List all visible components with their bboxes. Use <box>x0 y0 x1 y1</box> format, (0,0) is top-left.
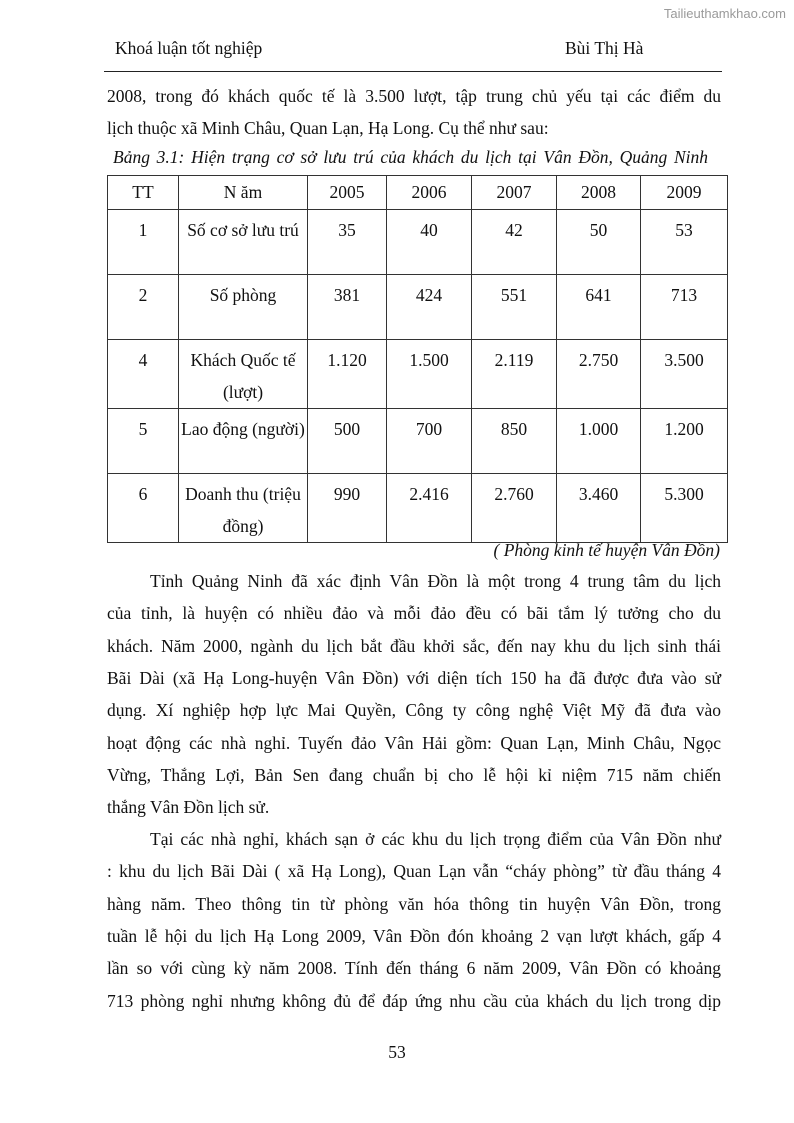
table-cell: 53 <box>641 210 728 275</box>
table-row <box>108 409 728 474</box>
table-source: ( Phòng kinh tế huyện Vân Đồn) <box>493 540 720 560</box>
table-cell: Khách Quốc tế (lượt) <box>179 340 308 409</box>
header-cell: 2008 <box>557 176 641 210</box>
table-cell: 1.500 <box>387 340 472 409</box>
paragraph-line: của tỉnh, là huyện có nhiều đảo và mỗi đảo đều có bãi tắm lý tưởng cho du <box>107 603 721 624</box>
table-caption: Bảng 3.1: Hiện trạng cơ sở lưu trú của khách du lịch tại Vân Đồn, Quảng Ninh <box>113 147 708 167</box>
paragraph-line: Tỉnh Quảng Ninh đã xác định Vân Đồn là một trong 4 trung tâm du lịch <box>150 571 721 591</box>
table-cell: Số phòng <box>179 275 308 340</box>
table-cell: 424 <box>387 275 472 340</box>
table-cell: 551 <box>472 275 557 340</box>
table-cell: 3.460 <box>557 474 641 543</box>
table-cell: 990 <box>308 474 387 543</box>
page-number: 53 <box>388 1042 406 1062</box>
paragraph-line: Bãi Dài (xã Hạ Long-huyện Vân Đồn) với diện tích 150 ha đã được đưa vào sử <box>107 667 721 688</box>
table-cell: 1 <box>108 210 179 275</box>
table-cell: 641 <box>557 275 641 340</box>
table-cell: Số cơ sở lưu trú <box>179 210 308 275</box>
table-cell: 1.000 <box>557 409 641 474</box>
table-header-row <box>108 176 728 210</box>
table-cell: 1.200 <box>641 409 728 474</box>
table-cell: 5.300 <box>641 474 728 543</box>
watermark: Tailieuthamkhao.com <box>663 6 786 21</box>
header-cell: TT <box>108 176 179 210</box>
table-cell: 850 <box>472 409 557 474</box>
paragraph-line: hoạt động các nhà nghỉ. Tuyến đảo Vân Hải gồm: Quan Lạn, Minh Châu, Ngọc <box>107 732 721 753</box>
header-author: Bùi Thị Hà <box>565 38 644 58</box>
table-cell: Lao động (người) <box>179 409 308 474</box>
table-cell: 700 <box>387 409 472 474</box>
table-cell: 2.416 <box>387 474 472 543</box>
paragraph-line: khách. Năm 2000, ngành du lịch bắt đầu khởi sắc, đến nay khu du lịch sinh thái <box>107 635 721 656</box>
table-row <box>108 340 728 409</box>
table-cell: 50 <box>557 210 641 275</box>
table-cell: 2 <box>108 275 179 340</box>
header-cell: N ăm <box>179 176 308 210</box>
table-cell: 2.119 <box>472 340 557 409</box>
table-cell: 40 <box>387 210 472 275</box>
table-cell: 3.500 <box>641 340 728 409</box>
table-row <box>108 210 728 275</box>
table-cell: 42 <box>472 210 557 275</box>
table-cell: 2.750 <box>557 340 641 409</box>
paragraph-line: Tại các nhà nghỉ, khách sạn ở các khu du lịch trọng điểm của Vân Đồn như <box>150 829 721 849</box>
header-title: Khoá luận tốt nghiệp <box>115 38 263 58</box>
paragraph-line: tuần lễ hội du lịch Hạ Long 2009, Vân Đồn đón khoảng 2 vạn lượt khách, gấp 4 <box>107 925 721 946</box>
table-cell: 1.120 <box>308 340 387 409</box>
table-row <box>108 474 728 543</box>
paragraph-line: 713 phòng nghỉ nhưng không đủ để đáp ứng nhu cầu của khách du lịch trong dịp <box>107 990 721 1011</box>
header-cell: 2006 <box>387 176 472 210</box>
table-cell: 6 <box>108 474 179 543</box>
header-rule <box>104 71 722 72</box>
paragraph-line: lần so với cùng kỳ năm 2008. Tính đến tháng 6 năm 2009, Vân Đồn có khoảng <box>107 958 721 979</box>
table-cell: 35 <box>308 210 387 275</box>
table-cell: 713 <box>641 275 728 340</box>
header-cell: 2009 <box>641 176 728 210</box>
header-cell: 2007 <box>472 176 557 210</box>
table-cell: 2.760 <box>472 474 557 543</box>
paragraph-line: thắng Vân Đồn lịch sử. <box>107 797 270 818</box>
table-cell: Doanh thu (triệu đồng) <box>179 474 308 543</box>
paragraph-line: hàng năm. Theo thông tin từ phòng văn hóa thông tin huyện Vân Đồn, trong <box>107 893 721 914</box>
table-cell: 381 <box>308 275 387 340</box>
table-cell: 5 <box>108 409 179 474</box>
paragraph-line: dụng. Xí nghiệp hợp lực Mai Quyền, Công ty công nghệ Việt Mỹ đã đưa vào <box>107 700 721 721</box>
table-row <box>108 275 728 340</box>
intro-line: 2008, trong đó khách quốc tế là 3.500 lượt, tập trung chủ yếu tại các điểm du <box>107 86 721 106</box>
paragraph-line: : khu du lịch Bãi Dài ( xã Hạ Long), Quan Lạn vẫn “cháy phòng” từ đầu tháng 4 <box>107 861 721 882</box>
intro-line: lịch thuộc xã Minh Châu, Quan Lạn, Hạ Long. Cụ thể như sau: <box>107 118 549 138</box>
table-cell: 500 <box>308 409 387 474</box>
table-cell: 4 <box>108 340 179 409</box>
header-cell: 2005 <box>308 176 387 210</box>
data-table <box>107 175 728 543</box>
paragraph-line: Vừng, Thắng Lợi, Bản Sen đang chuẩn bị cho lễ hội kỉ niệm 715 năm chiến <box>107 764 721 785</box>
